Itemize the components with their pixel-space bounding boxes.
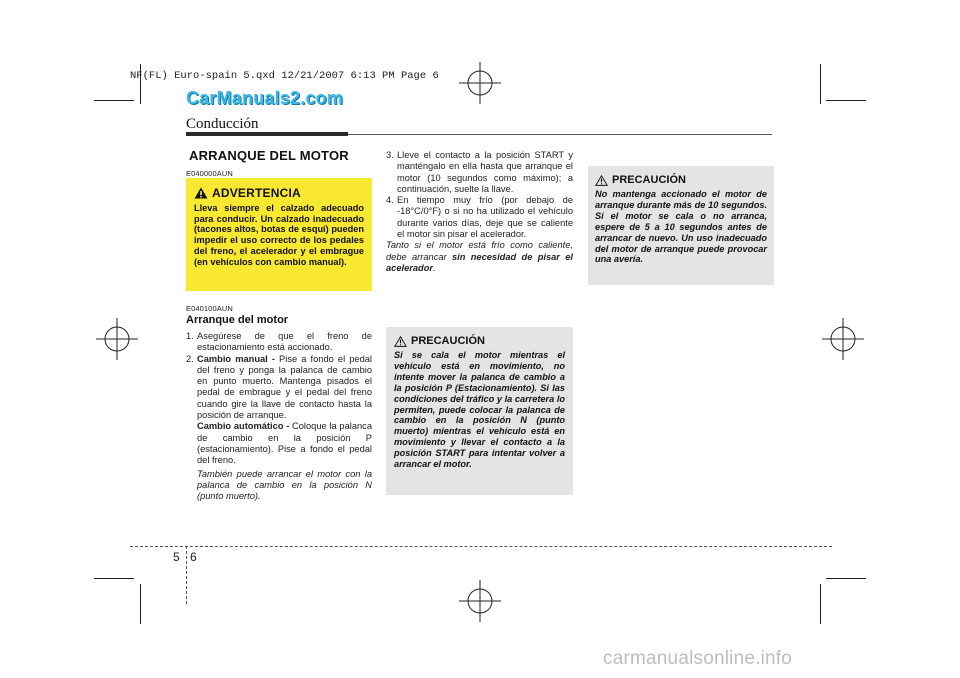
page-divider: [186, 546, 188, 604]
neutral-note: También puede arrancar el motor con la palanca de cambio en la posición N (punto muerto).: [197, 468, 372, 502]
crop-mark: [94, 100, 134, 101]
footer-rule: [130, 546, 832, 547]
registration-mark-icon: [459, 580, 501, 622]
list-item: 1. Asegúrese de que el freno de estacionamiento está accionado.: [186, 331, 372, 353]
caution-text: No mantenga accionado el motor de arranque durante más de 10 segundos. Si el motor se cala o no arranca, espere de 5 a 10 segundos antes de arrancar de nuevo. Un uso inadecuado del motor de arranque puede provocar una avería.: [595, 189, 767, 265]
start-steps-left: 1. Asegúrese de que el freno de estacionamiento está accionado. 2. Cambio manual - Pise a fondo el pedal del freno y ponga la palanca de cambio en punto muerto. Mantenga pisados el pedal de embrague y el pedal del freno cuando gire la llave de contacto hasta la posición de arranque. Cambio automático - Coloque la palanca de cambio en la posición P (estacionamiento). Pise a fondo el pedal del freno. También puede arrancar el motor con la palanca de cambio en la posición N (punto muerto).: [186, 331, 372, 502]
registration-mark-icon: [822, 318, 864, 360]
registration-mark-icon: [96, 318, 138, 360]
crop-mark: [140, 584, 141, 624]
crop-mark: [820, 584, 821, 624]
caution-box-middle: [386, 327, 573, 495]
manual-label: Cambio manual -: [197, 353, 275, 364]
page-title: ARRANQUE DEL MOTOR: [189, 148, 349, 163]
section-title: Conducción: [186, 116, 259, 132]
chapter-number: 5: [173, 550, 180, 564]
caution-box-right: [588, 166, 774, 285]
list-item: 3. Lleve el contacto a la posición START y manténgalo en ella hasta que arranque el motor (10 segundos como máximo); a continuación, suelte la llave.: [386, 150, 573, 194]
caution-title: PRECAUCIÓN: [411, 335, 485, 347]
page-number: 6: [190, 550, 197, 564]
warning-text: Lleva siempre el calzado adecuado para conducir. Un calzado inadecuado (tacones altos, botas de esquí) pueden impedir el uso correcto de los pedales del freno, el acelerador y el embrague (en vehículos con cambio manual).: [194, 203, 364, 267]
section-rule: [348, 134, 772, 135]
print-header: NF(FL) Euro-spain 5.qxd 12/21/2007 6:13 PM Page 6: [130, 70, 439, 82]
start-steps-right: [386, 150, 573, 274]
caution-title: PRECAUCIÓN: [612, 174, 686, 186]
crop-mark: [820, 64, 821, 104]
registration-mark-icon: [459, 62, 501, 104]
caution-triangle-icon: [394, 336, 407, 347]
start-heading: Arranque del motor: [186, 314, 289, 326]
watermark-footer[interactable]: carmanualsonline.info: [603, 648, 793, 669]
crop-mark: [826, 100, 866, 101]
cold-note: Tanto si el motor está frío como caliente, debe arrancar sin necesidad de pisar el acelerador.: [386, 240, 574, 273]
warning-code: E040000AUN: [186, 169, 233, 178]
list-item: 2. Cambio manual - Pise a fondo el pedal del freno y ponga la palanca de cambio en punto muerto. Mantenga pisados el pedal de embrague y el pedal del freno cuando gire la llave de contacto hasta la posición de arranque.: [186, 353, 372, 421]
automatic-label: Cambio automático -: [197, 421, 290, 432]
caution-triangle-icon: [595, 175, 608, 186]
caution-text: Si se cala el motor mientras el vehículo está en movimiento, no intente mover la palanca de cambio a la posición P (Estacionamiento). Si las condiciones del tráfico y la carretera lo permiten, puede colocar la palanca de cambio en la posición N (punto muerto) mientras el vehículo está en movimiento y llevar el contacto a la posición START para intentar volver a arrancar el motor.: [394, 350, 565, 470]
section-bar: [186, 132, 348, 136]
list-item: 4. En tiempo muy frío (por debajo de -18°C/0°F) o si no ha utilizado el vehículo durante varios días, deje que se caliente el motor sin pisar el acelerador.: [386, 195, 573, 240]
warning-title: ADVERTENCIA: [212, 186, 301, 200]
warning-triangle-icon: [194, 187, 208, 199]
crop-mark: [94, 578, 134, 579]
crop-mark: [826, 578, 866, 579]
start-code: E040100AUN: [186, 304, 233, 313]
warning-box: [186, 178, 372, 291]
watermark-logo[interactable]: CarManuals2.com: [186, 88, 344, 108]
